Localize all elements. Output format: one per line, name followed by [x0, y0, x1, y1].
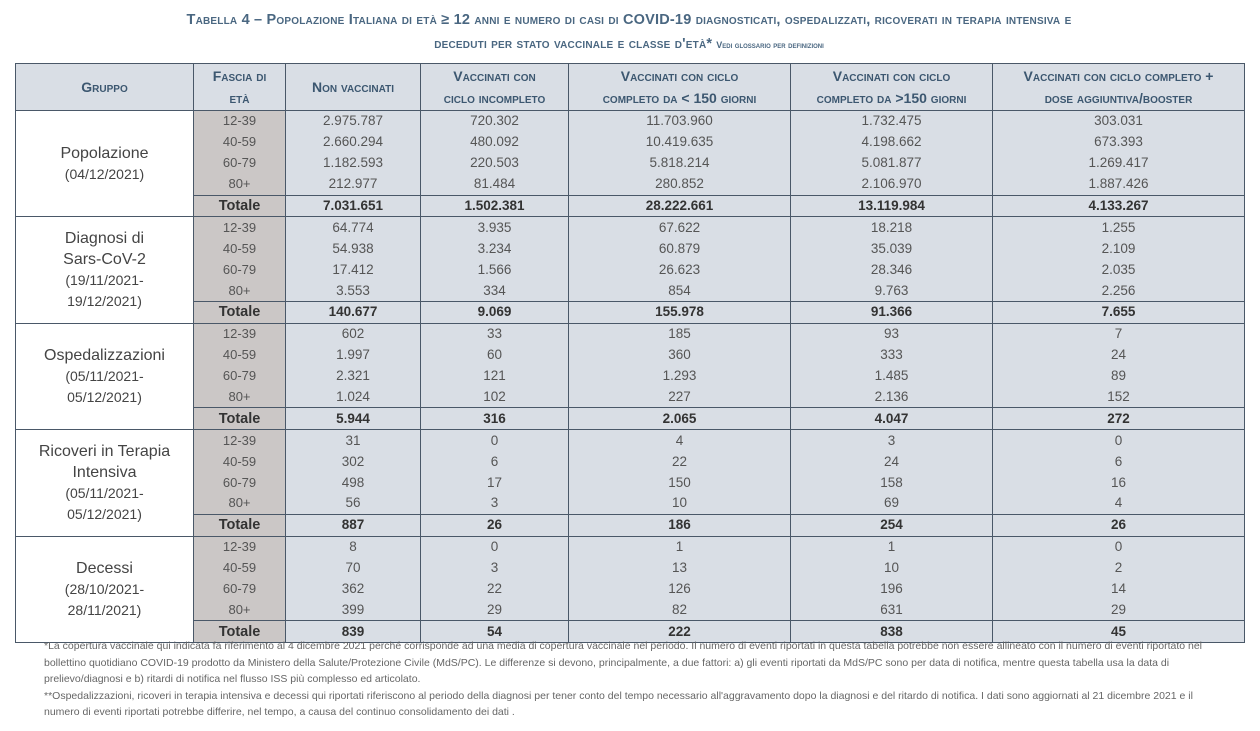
value-cell: 17 — [421, 472, 569, 493]
value-cell: 56 — [286, 493, 421, 514]
value-cell: 45 — [993, 621, 1245, 643]
table-row — [16, 323, 1245, 344]
age-band-cell: 40-59 — [194, 558, 286, 579]
value-cell: 54 — [421, 621, 569, 643]
value-cell: 2.106.970 — [791, 174, 993, 195]
group-period: 28/11/2021) — [67, 602, 142, 619]
age-band-cell: 40-59 — [194, 345, 286, 366]
value-cell: 1 — [569, 536, 791, 557]
group-label — [16, 217, 194, 323]
value-cell: 334 — [421, 280, 569, 301]
group-name: Intensiva — [72, 464, 137, 482]
value-cell: 196 — [791, 579, 993, 600]
table-row — [16, 430, 1245, 451]
value-cell: 6 — [993, 451, 1245, 472]
value-cell: 2.065 — [569, 408, 791, 430]
table-row — [16, 599, 1245, 620]
value-cell: 152 — [993, 387, 1245, 408]
table-row — [16, 536, 1245, 557]
value-cell: 10 — [569, 493, 791, 514]
table-row — [16, 259, 1245, 280]
value-cell: 887 — [286, 514, 421, 536]
value-cell: 1.485 — [791, 366, 993, 387]
value-cell: 81.484 — [421, 174, 569, 195]
value-cell: 1 — [791, 536, 993, 557]
value-cell: 1.566 — [421, 259, 569, 280]
value-cell: 28.346 — [791, 259, 993, 280]
value-cell: 9.069 — [421, 302, 569, 324]
age-band-cell: 60-79 — [194, 579, 286, 600]
value-cell: 2.109 — [993, 238, 1245, 259]
value-cell: 316 — [421, 408, 569, 430]
header-non-vaccinati: Non vaccinati — [286, 64, 421, 111]
table-row — [16, 451, 1245, 472]
value-cell: 82 — [569, 599, 791, 620]
age-band-cell: Totale — [194, 302, 286, 324]
value-cell: 9.763 — [791, 280, 993, 301]
value-cell: 18.218 — [791, 217, 993, 238]
header-fascia-l1: Fascia di — [212, 68, 267, 84]
group-name: Decessi — [76, 560, 133, 578]
value-cell: 13.119.984 — [791, 195, 993, 217]
value-cell: 3 — [421, 558, 569, 579]
value-cell: 2 — [993, 558, 1245, 579]
value-cell: 1.732.475 — [791, 111, 993, 132]
total-row — [16, 195, 1245, 217]
group-period: (28/10/2021- — [64, 581, 145, 598]
value-cell: 4.198.662 — [791, 132, 993, 153]
header-incompleto-l2: ciclo incompleto — [443, 90, 546, 106]
header-gruppo: Gruppo — [16, 64, 194, 111]
value-cell: 70 — [286, 558, 421, 579]
age-band-cell: 80+ — [194, 387, 286, 408]
header-fascia — [194, 64, 286, 111]
age-band-cell: 80+ — [194, 174, 286, 195]
header-incompleto-l1: Vaccinati con — [453, 68, 536, 84]
group-period: 05/12/2021) — [67, 389, 142, 406]
header-booster — [993, 64, 1245, 111]
value-cell: 11.703.960 — [569, 111, 791, 132]
value-cell: 2.975.787 — [286, 111, 421, 132]
value-cell: 302 — [286, 451, 421, 472]
value-cell: 10 — [791, 558, 993, 579]
table-row — [16, 345, 1245, 366]
value-cell: 29 — [421, 599, 569, 620]
value-cell: 212.977 — [286, 174, 421, 195]
value-cell: 13 — [569, 558, 791, 579]
table-row — [16, 217, 1245, 238]
title-line-2: deceduti per stato vaccinale e classe d'età* — [434, 36, 713, 52]
value-cell: 480.092 — [421, 132, 569, 153]
header-booster-l2: dose aggiuntiva/booster — [1044, 90, 1193, 106]
value-cell: 1.269.417 — [993, 153, 1245, 174]
total-row — [16, 514, 1245, 536]
table-row — [16, 280, 1245, 301]
value-cell: 2.660.294 — [286, 132, 421, 153]
value-cell: 26 — [993, 514, 1245, 536]
value-cell: 4 — [993, 493, 1245, 514]
value-cell: 35.039 — [791, 238, 993, 259]
header-gt150-l2: completo da >150 giorni — [816, 90, 967, 106]
value-cell: 5.081.877 — [791, 153, 993, 174]
table-row — [16, 111, 1245, 132]
value-cell: 60 — [421, 345, 569, 366]
age-band-cell: 12-39 — [194, 430, 286, 451]
value-cell: 2.321 — [286, 366, 421, 387]
group-name: Ospedalizzazioni — [44, 347, 165, 365]
value-cell: 17.412 — [286, 259, 421, 280]
value-cell: 399 — [286, 599, 421, 620]
value-cell: 222 — [569, 621, 791, 643]
value-cell: 7.031.651 — [286, 195, 421, 217]
value-cell: 3 — [791, 430, 993, 451]
header-booster-l1: Vaccinati con ciclo completo + — [1023, 68, 1214, 84]
value-cell: 498 — [286, 472, 421, 493]
value-cell: 26.623 — [569, 259, 791, 280]
value-cell: 854 — [569, 280, 791, 301]
age-band-cell: Totale — [194, 621, 286, 643]
value-cell: 26 — [421, 514, 569, 536]
value-cell: 22 — [569, 451, 791, 472]
group-period: (05/11/2021- — [65, 485, 144, 502]
age-band-cell: 60-79 — [194, 472, 286, 493]
vaccination-status-table — [15, 63, 1245, 643]
group-name: Ricoveri in Terapia — [38, 443, 171, 461]
value-cell: 150 — [569, 472, 791, 493]
value-cell: 280.852 — [569, 174, 791, 195]
value-cell: 54.938 — [286, 238, 421, 259]
value-cell: 602 — [286, 323, 421, 344]
group-name: Sars-CoV-2 — [63, 251, 146, 269]
value-cell: 8 — [286, 536, 421, 557]
group-name: Popolazione — [60, 144, 149, 162]
value-cell: 227 — [569, 387, 791, 408]
value-cell: 67.622 — [569, 217, 791, 238]
value-cell: 140.677 — [286, 302, 421, 324]
title-line-1: Tabella 4 – Popolazione Italiana di età ≥ 12 anni e numero di casi di COVID-19 diagnosticati, ospedalizzati, ricoverati in terapia intensiva e — [186, 12, 1072, 28]
value-cell: 24 — [993, 345, 1245, 366]
total-row — [16, 408, 1245, 430]
value-cell: 1.182.593 — [286, 153, 421, 174]
value-cell: 93 — [791, 323, 993, 344]
age-band-cell: 80+ — [194, 599, 286, 620]
value-cell: 1.293 — [569, 366, 791, 387]
value-cell: 1.997 — [286, 345, 421, 366]
age-band-cell: 60-79 — [194, 259, 286, 280]
table-row — [16, 174, 1245, 195]
value-cell: 3 — [421, 493, 569, 514]
header-incompleto — [421, 64, 569, 111]
value-cell: 1.024 — [286, 387, 421, 408]
table-row — [16, 153, 1245, 174]
value-cell: 185 — [569, 323, 791, 344]
value-cell: 673.393 — [993, 132, 1245, 153]
value-cell: 60.879 — [569, 238, 791, 259]
value-cell: 4.133.267 — [993, 195, 1245, 217]
value-cell: 220.503 — [421, 153, 569, 174]
header-gt150-l1: Vaccinati con ciclo — [832, 68, 951, 84]
total-row — [16, 302, 1245, 324]
age-band-cell: 40-59 — [194, 451, 286, 472]
title-line-2-wrap — [14, 32, 1244, 57]
value-cell: 2.256 — [993, 280, 1245, 301]
header-lt150-l2: completo da < 150 giorni — [602, 90, 757, 106]
group-period: 05/12/2021) — [67, 506, 142, 523]
value-cell: 0 — [993, 536, 1245, 557]
table-row — [16, 132, 1245, 153]
value-cell: 158 — [791, 472, 993, 493]
value-cell: 839 — [286, 621, 421, 643]
table-row — [16, 387, 1245, 408]
value-cell: 254 — [791, 514, 993, 536]
value-cell: 14 — [993, 579, 1245, 600]
header-fascia-l2: età — [229, 90, 250, 106]
age-band-cell: 40-59 — [194, 238, 286, 259]
value-cell: 24 — [791, 451, 993, 472]
value-cell: 0 — [421, 430, 569, 451]
value-cell: 121 — [421, 366, 569, 387]
age-band-cell: Totale — [194, 408, 286, 430]
table-row — [16, 558, 1245, 579]
value-cell: 1.887.426 — [993, 174, 1245, 195]
group-label — [16, 111, 194, 217]
value-cell: 3.553 — [286, 280, 421, 301]
value-cell: 186 — [569, 514, 791, 536]
age-band-cell: 40-59 — [194, 132, 286, 153]
table-title — [14, 8, 1244, 57]
group-name: Diagnosi di — [64, 230, 145, 248]
glossary-note: Vedi glossario per definizioni — [716, 40, 824, 50]
value-cell: 64.774 — [286, 217, 421, 238]
age-band-cell: 60-79 — [194, 153, 286, 174]
value-cell: 3.935 — [421, 217, 569, 238]
age-band-cell: 80+ — [194, 493, 286, 514]
value-cell: 720.302 — [421, 111, 569, 132]
value-cell: 2.035 — [993, 259, 1245, 280]
value-cell: 272 — [993, 408, 1245, 430]
age-band-cell: 80+ — [194, 280, 286, 301]
group-period: (04/12/2021) — [64, 165, 145, 182]
group-label — [16, 323, 194, 429]
value-cell: 22 — [421, 579, 569, 600]
table-row — [16, 366, 1245, 387]
value-cell: 2.136 — [791, 387, 993, 408]
header-gt150 — [791, 64, 993, 111]
header-lt150 — [569, 64, 791, 111]
value-cell: 4.047 — [791, 408, 993, 430]
value-cell: 89 — [993, 366, 1245, 387]
age-band-cell: 12-39 — [194, 111, 286, 132]
value-cell: 126 — [569, 579, 791, 600]
group-period: (19/11/2021- — [65, 272, 144, 289]
value-cell: 0 — [993, 430, 1245, 451]
value-cell: 28.222.661 — [569, 195, 791, 217]
value-cell: 7.655 — [993, 302, 1245, 324]
value-cell: 362 — [286, 579, 421, 600]
group-label — [16, 536, 194, 642]
value-cell: 155.978 — [569, 302, 791, 324]
value-cell: 360 — [569, 345, 791, 366]
age-band-cell: 12-39 — [194, 536, 286, 557]
age-band-cell: 60-79 — [194, 366, 286, 387]
header-row — [16, 64, 1245, 111]
age-band-cell: Totale — [194, 514, 286, 536]
value-cell: 6 — [421, 451, 569, 472]
value-cell: 69 — [791, 493, 993, 514]
value-cell: 1.255 — [993, 217, 1245, 238]
footnote-1: *La copertura vaccinale qui indicata fa riferimento al 4 dicembre 2021 perché corrisponde ad una media di copertura vaccinale nel periodo. Il numero di eventi riportati in questa tabella potrebbe non essere allineato con il numero di eventi riportato nel bollettino quotidiano COVID-19 prodotto da Ministero della Salute/Protezione Civile (MdS/PC). Le differenze si devono, principalmente, a due fattori: a) gli eventi riportati da MdS/PC sono per data di notifica, mentre questa tabella usa la data di prelievo/diagnosi e b) ritardi di notifica nel flusso ISS più complesso ed articolato. — [44, 640, 1203, 685]
age-band-cell: Totale — [194, 195, 286, 217]
value-cell: 16 — [993, 472, 1245, 493]
age-band-cell: 12-39 — [194, 323, 286, 344]
header-lt150-l1: Vaccinati con ciclo — [620, 68, 739, 84]
value-cell: 29 — [993, 599, 1245, 620]
group-period: (05/11/2021- — [65, 368, 144, 385]
table-row — [16, 238, 1245, 259]
value-cell: 91.366 — [791, 302, 993, 324]
value-cell: 4 — [569, 430, 791, 451]
value-cell: 0 — [421, 536, 569, 557]
value-cell: 303.031 — [993, 111, 1245, 132]
group-period: 19/12/2021) — [67, 293, 142, 310]
value-cell: 1.502.381 — [421, 195, 569, 217]
value-cell: 7 — [993, 323, 1245, 344]
value-cell: 631 — [791, 599, 993, 620]
value-cell: 333 — [791, 345, 993, 366]
footnote-2: **Ospedalizzazioni, ricoveri in terapia intensiva e decessi qui riportati riferiscono al periodo della diagnosi per tener conto del tempo necessario all'aggravamento dopo la diagnosi e del ritardo di notifica. I dati sono aggiornati al 21 dicembre 2021 e il numero di eventi riportati potrebbe differire, nel tempo, a causa del continuo consolidamento dei dati . — [44, 689, 1193, 718]
table-row — [16, 493, 1245, 514]
value-cell: 102 — [421, 387, 569, 408]
table-row — [16, 472, 1245, 493]
value-cell: 838 — [791, 621, 993, 643]
age-band-cell: 12-39 — [194, 217, 286, 238]
value-cell: 3.234 — [421, 238, 569, 259]
table-row — [16, 579, 1245, 600]
value-cell: 5.944 — [286, 408, 421, 430]
value-cell: 33 — [421, 323, 569, 344]
group-label — [16, 430, 194, 536]
value-cell: 10.419.635 — [569, 132, 791, 153]
value-cell: 31 — [286, 430, 421, 451]
footnotes — [44, 638, 1224, 721]
value-cell: 5.818.214 — [569, 153, 791, 174]
